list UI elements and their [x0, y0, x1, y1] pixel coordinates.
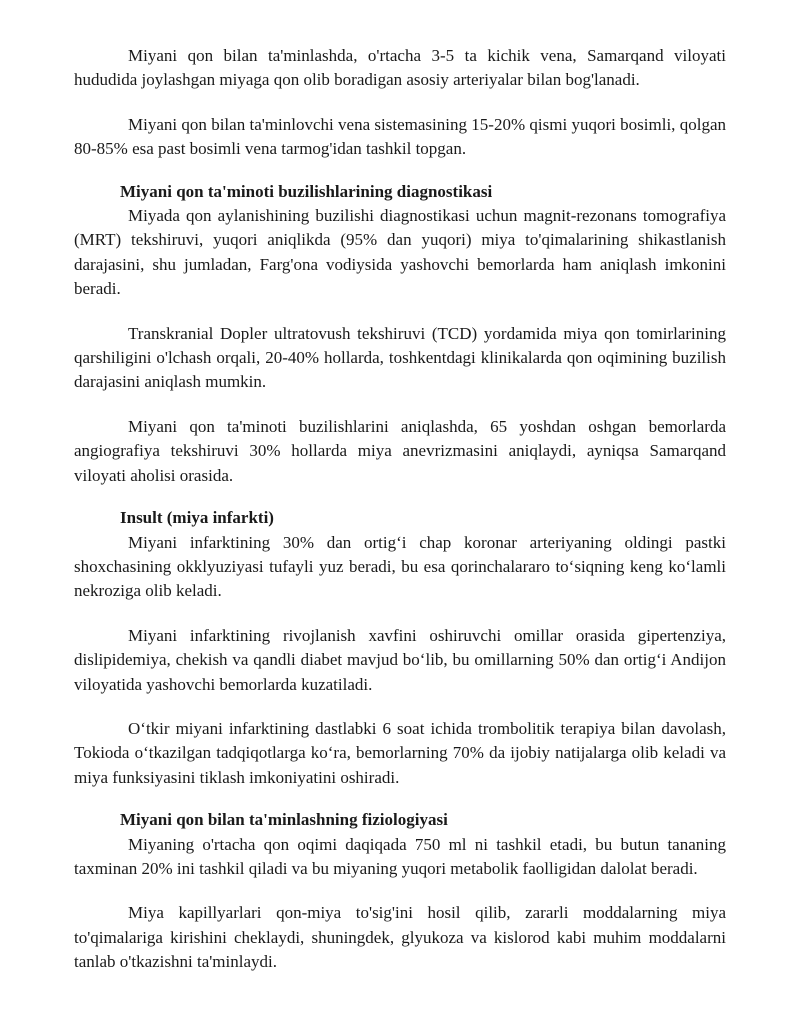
section-heading-physiology: Miyani qon bilan ta'minlashning fiziologiyasi	[120, 810, 448, 830]
section-heading-stroke: Insult (miya infarkti)	[120, 508, 274, 528]
spacer	[74, 604, 726, 624]
paragraph-mri: Miyada qon aylanishining buzilishi diagnostikasi uchun magnit-rezonans tomografiya (MRT) tekshiruvi, yuqori aniqlikda (95% dan yuqori) miya to'qimalarining shikastlanish darajasini, shu jumladan, Farg'ona vodiysida yashovchi bemorlarda ham aniqlash imkonini beradi.	[74, 206, 726, 299]
paragraph-thrombolytic-therapy: O‘tkir miyani infarktining dastlabki 6 soat ichida trombolitik terapiya bilan davolash, Tokioda o‘tkazilgan tadqiqotlarga ko‘ra, bemorlarning 70% da ijobiy natijalarga olib keladi va miya funksiyasini tiklash imkoniyatini oshiradi.	[74, 718, 726, 787]
paragraph-tcd: Transkranial Dopler ultratovush tekshiruvi (TCD) yordamida miya qon tomirlarining qarshiligini o'lchash orqali, 20-40% hollarda, toshkentdagi klinikalarda qon oqimining buzilish darajasini aniqlash mumkin.	[74, 323, 726, 392]
section-heading-diagnostics: Miyani qon ta'minoti buzilishlarining diagnostikasi	[120, 181, 493, 201]
spacer	[74, 881, 726, 901]
paragraph-blood-flow: Miyaning o'rtacha qon oqimi daqiqada 750 ml ni tashkil etadi, bu butun tananing taxminan 20% ini tashkil qiladi va bu miyaning yuqori metabolik faolligidan dalolat beradi.	[74, 834, 726, 878]
spacer	[74, 302, 726, 322]
spacer	[74, 790, 726, 808]
spacer	[74, 488, 726, 506]
paragraph-infarct-cause: Miyani infarktining 30% dan ortig‘i chap koronar arteriyaning oldingi pastki shoxchasining okklyuziyasi tufayli yuz beradi, bu esa qorinchalararo to‘siqning keng ko‘lamli nekroziga olib keladi.	[74, 532, 726, 601]
paragraph-risk-factors: Miyani infarktining rivojlanish xavfini oshiruvchi omillar orasida gipertenziya, dislipidemiya, chekish va qandli diabet mavjud bo‘lib, bu omillarning 50% dan ortig‘i Andijon viloyatida yashovchi bemorlarda kuzatiladi.	[74, 625, 726, 694]
spacer	[74, 162, 726, 180]
paragraph-venous-pressure: Miyani qon bilan ta'minlovchi vena sistemasining 15-20% qismi yuqori bosimli, qolgan 80-85% esa past bosimli vena tarmog'idan tashkil topgan.	[74, 114, 726, 159]
spacer	[74, 697, 726, 717]
spacer	[74, 93, 726, 113]
paragraph-angiography: Miyani qon ta'minoti buzilishlarini aniqlashda, 65 yoshdan oshgan bemorlarda angiografiya tekshiruvi 30% hollarda miya anevrizmasini aniqlaydi, ayniqsa Samarqand viloyati aholisi orasida.	[74, 416, 726, 485]
spacer	[74, 395, 726, 415]
paragraph-blood-brain-barrier: Miya kapillyarlari qon-miya to'sig'ini hosil qilib, zararli moddalarning miya to'qimalariga kirishini cheklaydi, shuningdek, glyukoza va kislorod kabi muhim moddalarni tanlab o'tkazishni ta'minlaydi.	[74, 903, 726, 972]
paragraph-venous-connection: Miyani qon bilan ta'minlashda, o'rtacha 3-5 ta kichik vena, Samarqand viloyati hududida joylashgan miyaga qon olib boradigan asosiy arteriyalar bilan bog'lanadi.	[74, 46, 726, 90]
